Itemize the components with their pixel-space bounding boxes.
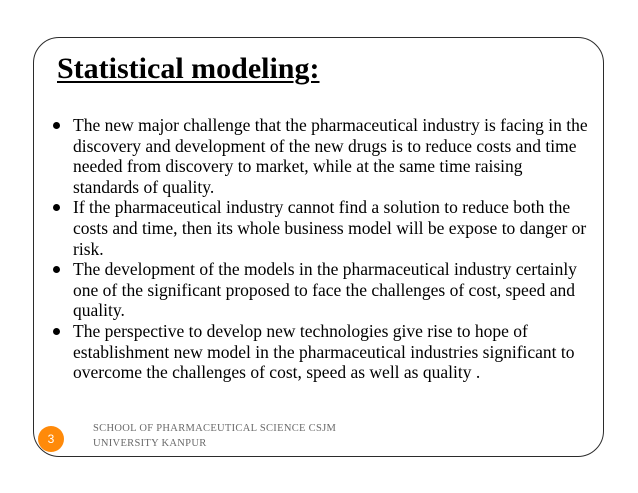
bullet-icon <box>53 122 60 129</box>
bullet-text: The new major challenge that the pharmaceutical industry is facing in the discovery and development of the new drugs is to reduce costs and time needed from discovery to market, while at the same time raising standards of quality. <box>73 115 588 197</box>
bullet-icon <box>53 204 60 211</box>
bullet-text: The perspective to develop new technologies give rise to hope of establishment new model in the pharmaceutical industries significant to overcome the challenges of cost, speed as well as quality . <box>73 320 575 383</box>
slide-title: Statistical modeling: <box>57 52 320 85</box>
bullet-icon <box>53 266 60 273</box>
bullet-icon <box>53 328 60 335</box>
list-item <box>50 115 590 197</box>
footer-text: SCHOOL OF PHARMACEUTICAL SCIENCE CSJM UNIVERSITY KANPUR <box>93 423 337 449</box>
list-item <box>50 259 590 321</box>
bullet-text: If the pharmaceutical industry cannot find a solution to reduce both the costs and time, then its whole business model will be expose to danger or risk. <box>73 197 587 259</box>
list-item <box>50 197 590 259</box>
bullet-text: The development of the models in the pharmaceutical industry certainly one of the significant proposed to face the challenges of cost, speed and quality. <box>73 259 577 321</box>
bullet-list <box>50 115 590 383</box>
list-item <box>50 321 590 383</box>
page-number-badge: 3 <box>38 426 64 452</box>
